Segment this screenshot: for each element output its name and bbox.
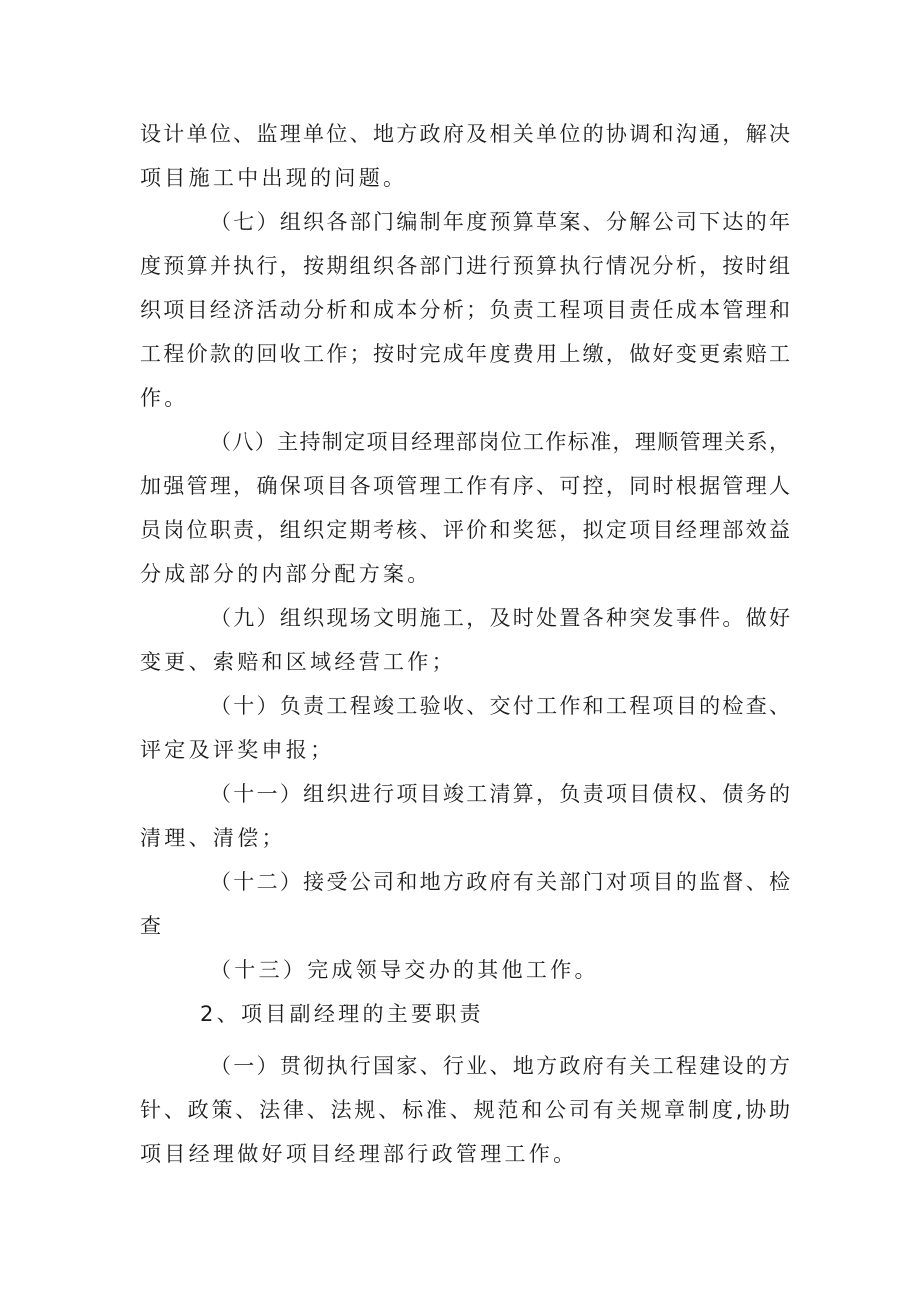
text-line: 分成部分的内部分配方案。	[140, 562, 432, 586]
text-line: 工程价款的回收工作；按时完成年度费用上缴，做好变更索赔工	[140, 342, 790, 366]
paragraph-7-start: （七）组织各部门编制年度预算草案、分解公司下达的年	[210, 210, 790, 234]
text-line: 项目经理做好项目经理部行政管理工作。	[140, 1142, 578, 1166]
paragraph-10-start: （十）负责工程竣工验收、交付工作和工程项目的检查、	[210, 694, 790, 718]
text-line: 设计单位、监理单位、地方政府及相关单位的协调和沟通，解决	[140, 122, 790, 146]
paragraph-9-start: （九）组织现场文明施工，及时处置各种突发事件。做好	[210, 606, 790, 630]
paragraph-8-start: （八）主持制定项目经理部岗位工作标准，理顺管理关系，	[210, 430, 790, 454]
section-heading: 2、项目副经理的主要职责	[200, 1002, 484, 1026]
text-line: 评定及评奖申报；	[140, 738, 335, 762]
text-line: 织项目经济活动分析和成本分析；负责工程项目责任成本管理和	[140, 298, 790, 322]
text-line: 项目施工中出现的问题。	[140, 166, 408, 190]
text-line: 变更、索赔和区域经营工作；	[140, 650, 456, 674]
text-line: 员岗位职责，组织定期考核、评价和奖惩，拟定项目经理部效益	[140, 518, 790, 542]
paragraph-11-start: （十一）组织进行项目竣工清算，负责项目债权、债务的	[210, 782, 790, 806]
text-line: 清理、清偿；	[140, 826, 286, 850]
text-line: 针、政策、法律、法规、标准、规范和公司有关规章制度,协助	[140, 1098, 790, 1122]
text-line: 作。	[140, 386, 189, 410]
text-line: 加强管理，确保项目各项管理工作有序、可控，同时根据管理人	[140, 474, 790, 498]
paragraph-12-start: （十二）接受公司和地方政府有关部门对项目的监督、检	[210, 870, 790, 894]
text-line: 度预算并执行，按期组织各部门进行预算执行情况分析，按时组	[140, 254, 790, 278]
text-line: 查	[140, 914, 165, 938]
paragraph-13: （十三）完成领导交办的其他工作。	[210, 958, 599, 982]
paragraph-1-start: （一）贯彻执行国家、行业、地方政府有关工程建设的方	[210, 1054, 790, 1078]
